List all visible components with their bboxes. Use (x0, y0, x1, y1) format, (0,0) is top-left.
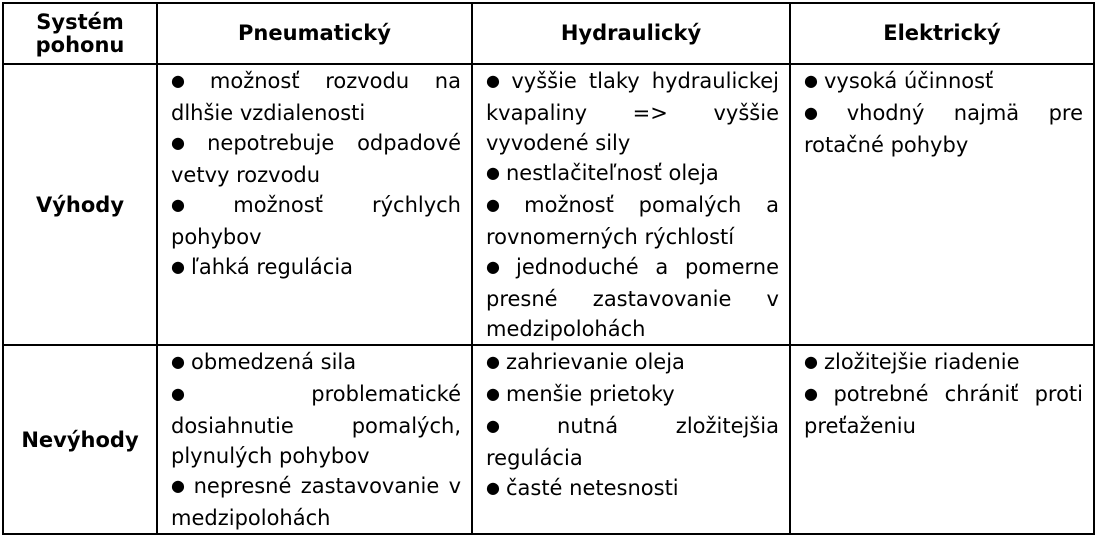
bullet-icon: ● (171, 384, 306, 403)
list-item (171, 128, 461, 190)
advantages-row (3, 64, 1094, 345)
bullet-icon: ● (804, 384, 828, 403)
list-item (486, 411, 779, 473)
advantages-pneumatic-list (171, 66, 461, 284)
list-item-text: nepotrebuje odpadové vetvy rozvodu (171, 131, 461, 187)
advantages-electric-cell (790, 64, 1094, 345)
advantages-electric-list (804, 66, 1083, 160)
list-item (171, 66, 461, 128)
bullet-icon: ● (171, 352, 185, 371)
list-item (486, 158, 779, 190)
bullet-icon: ● (486, 163, 500, 182)
advantages-pneumatic-cell (157, 64, 472, 345)
bullet-icon: ● (486, 478, 500, 497)
corner-header (3, 3, 157, 64)
list-item-text: možnosť rýchlych pohybov (171, 193, 461, 249)
disadvantages-hydraulic-cell (472, 345, 790, 534)
bullet-icon: ● (486, 352, 500, 371)
list-item-text: vhodný najmä pre rotačné pohyby (804, 101, 1083, 157)
list-item (804, 66, 1083, 98)
list-item (171, 379, 461, 471)
bullet-icon: ● (486, 195, 519, 214)
list-item-text: menšie prietoky (505, 382, 675, 406)
list-item-text: ľahká regulácia (190, 255, 354, 279)
bullet-icon: ● (486, 384, 500, 403)
list-item (171, 190, 461, 252)
list-item (171, 471, 461, 533)
disadvantages-electric-list (804, 347, 1083, 441)
corner-header-line2: pohonu (35, 32, 125, 57)
list-item (171, 347, 461, 379)
corner-header-line1: Systém (36, 9, 124, 34)
advantages-hydraulic-list (486, 66, 779, 344)
list-item-text: možnosť rozvodu na dlhšie vzdialenosti (171, 69, 461, 125)
bullet-icon: ● (171, 71, 204, 90)
list-item-text: časté netesnosti (505, 476, 679, 500)
disadvantages-pneumatic-cell (157, 345, 472, 534)
list-item-text: jednoduché a pomerne presné zastavovanie v medzipolohách (486, 255, 779, 341)
header-row (3, 3, 1094, 64)
column-header-pneumatic: Pneumatický (157, 3, 472, 64)
drive-systems-comparison-table (2, 2, 1095, 535)
row-header-disadvantages: Nevýhody (3, 345, 157, 534)
list-item-text: nepresné zastavovanie v medzipolohách (171, 474, 462, 530)
disadvantages-row (3, 345, 1094, 534)
list-item (804, 379, 1083, 441)
row-header-advantages: Výhody (3, 64, 157, 345)
list-item (486, 473, 779, 505)
disadvantages-electric-cell (790, 345, 1094, 534)
list-item-text: potrebné chrániť proti preťaženiu (804, 382, 1083, 438)
list-item (486, 66, 779, 158)
list-item (804, 98, 1083, 160)
list-item-text: problematické dosiahnutie pomalých, plynulých pohybov (171, 382, 461, 468)
disadvantages-hydraulic-list (486, 347, 779, 505)
list-item (486, 252, 779, 344)
list-item (171, 252, 461, 284)
bullet-icon: ● (171, 476, 188, 495)
list-item-text: možnosť pomalých a rovnomerných rýchlostí (486, 193, 779, 249)
bullet-icon: ● (171, 195, 228, 214)
bullet-icon: ● (171, 257, 185, 276)
bullet-icon: ● (804, 352, 818, 371)
list-item-text: vyššie tlaky hydraulickej kvapaliny => vyššie vyvodené sily (486, 69, 779, 155)
column-header-hydraulic: Hydraulický (472, 3, 790, 64)
column-header-electric: Elektrický (790, 3, 1094, 64)
list-item (486, 190, 779, 252)
list-item (486, 347, 779, 379)
bullet-icon: ● (804, 71, 818, 90)
list-item-text: zložitejšie riadenie (823, 350, 1020, 374)
bullet-icon: ● (486, 71, 506, 90)
list-item-text: nestlačiteľnosť oleja (505, 161, 719, 185)
list-item (804, 347, 1083, 379)
bullet-icon: ● (486, 257, 510, 276)
advantages-hydraulic-cell (472, 64, 790, 345)
list-item-text: obmedzená sila (190, 350, 357, 374)
list-item (486, 379, 779, 411)
list-item-text: vysoká účinnosť (823, 69, 994, 93)
list-item-text: nutná zložitejšia regulácia (486, 414, 779, 470)
bullet-icon: ● (486, 416, 552, 435)
list-item-text: zahrievanie oleja (505, 350, 685, 374)
bullet-icon: ● (804, 103, 841, 122)
bullet-icon: ● (171, 133, 202, 152)
disadvantages-pneumatic-list (171, 347, 461, 533)
